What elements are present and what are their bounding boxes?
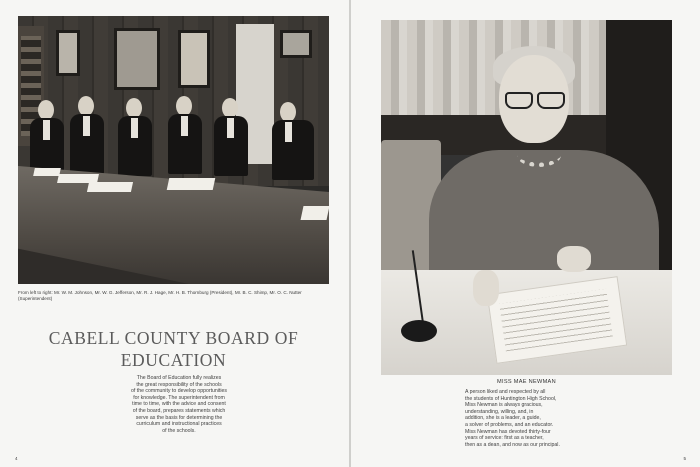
page-number: 4 — [15, 456, 18, 461]
pen-stand — [401, 320, 437, 342]
right-page — [351, 0, 700, 467]
table-paper — [87, 182, 133, 192]
table-paper — [167, 178, 216, 190]
text-line: of the community to develop opportunities — [130, 388, 228, 395]
text-line: time to time, with the advice and consent — [132, 401, 226, 408]
left-page — [0, 0, 349, 467]
text-line: a solver of problems, and an educator. — [465, 421, 554, 428]
wall-picture — [178, 30, 210, 88]
principal-description — [465, 389, 591, 448]
text-line: then as a dean, and now as our principal. — [465, 441, 560, 448]
text-line: curriculum and instructional practices — [136, 421, 222, 428]
text-line: serve as the basis for determining the — [135, 414, 223, 421]
wall-picture — [56, 30, 80, 76]
text-line: of the board, prepares statements which — [132, 407, 226, 414]
text-line: the great responsibility of the schools — [136, 381, 222, 388]
text-line: Miss Newman has devoted thirty-four — [465, 428, 551, 435]
text-line: addition, she is a leader, a guide, — [465, 415, 541, 422]
wall-picture — [280, 30, 312, 58]
text-line: A person liked and respected by all — [465, 389, 546, 395]
text-line: for knowledge. The superintendent from — [133, 394, 225, 401]
table-paper — [33, 168, 61, 176]
board-photo-caption: From left to right: Mr. W. M. Johnson, Mr. W. G. Jefferson, Mr. R. J. Hage, Mr. H. B. Thornburg (President), Mr. B. C. Shimp, Mr. O. C. Nutter (Superintendent) — [18, 290, 302, 301]
text-line: understanding, willing, and, in — [465, 408, 534, 415]
text-line: of the schools. — [162, 427, 196, 434]
text-line: years of service: first as a teacher, — [465, 435, 544, 442]
page-title — [18, 327, 329, 371]
wall-picture — [114, 28, 160, 90]
board-photo — [18, 16, 329, 284]
board-description — [114, 375, 244, 434]
title-line: CABELL COUNTY BOARD OF — [48, 328, 299, 348]
table-paper — [301, 206, 329, 220]
principal-photo — [381, 20, 672, 375]
text-line: the students of Huntington High School, — [465, 395, 557, 402]
eyeglasses — [503, 92, 565, 106]
text-line: The Board of Education fully realizes — [136, 375, 222, 381]
title-line: EDUCATION — [120, 350, 227, 370]
principal-photo-caption: MISS MAE NEWMAN — [497, 379, 556, 385]
text-line: Miss Newman is always gracious, — [465, 402, 543, 409]
hand — [473, 270, 499, 306]
page-number: 5 — [683, 456, 686, 461]
pearl-necklace — [517, 144, 561, 167]
hand — [557, 246, 591, 272]
